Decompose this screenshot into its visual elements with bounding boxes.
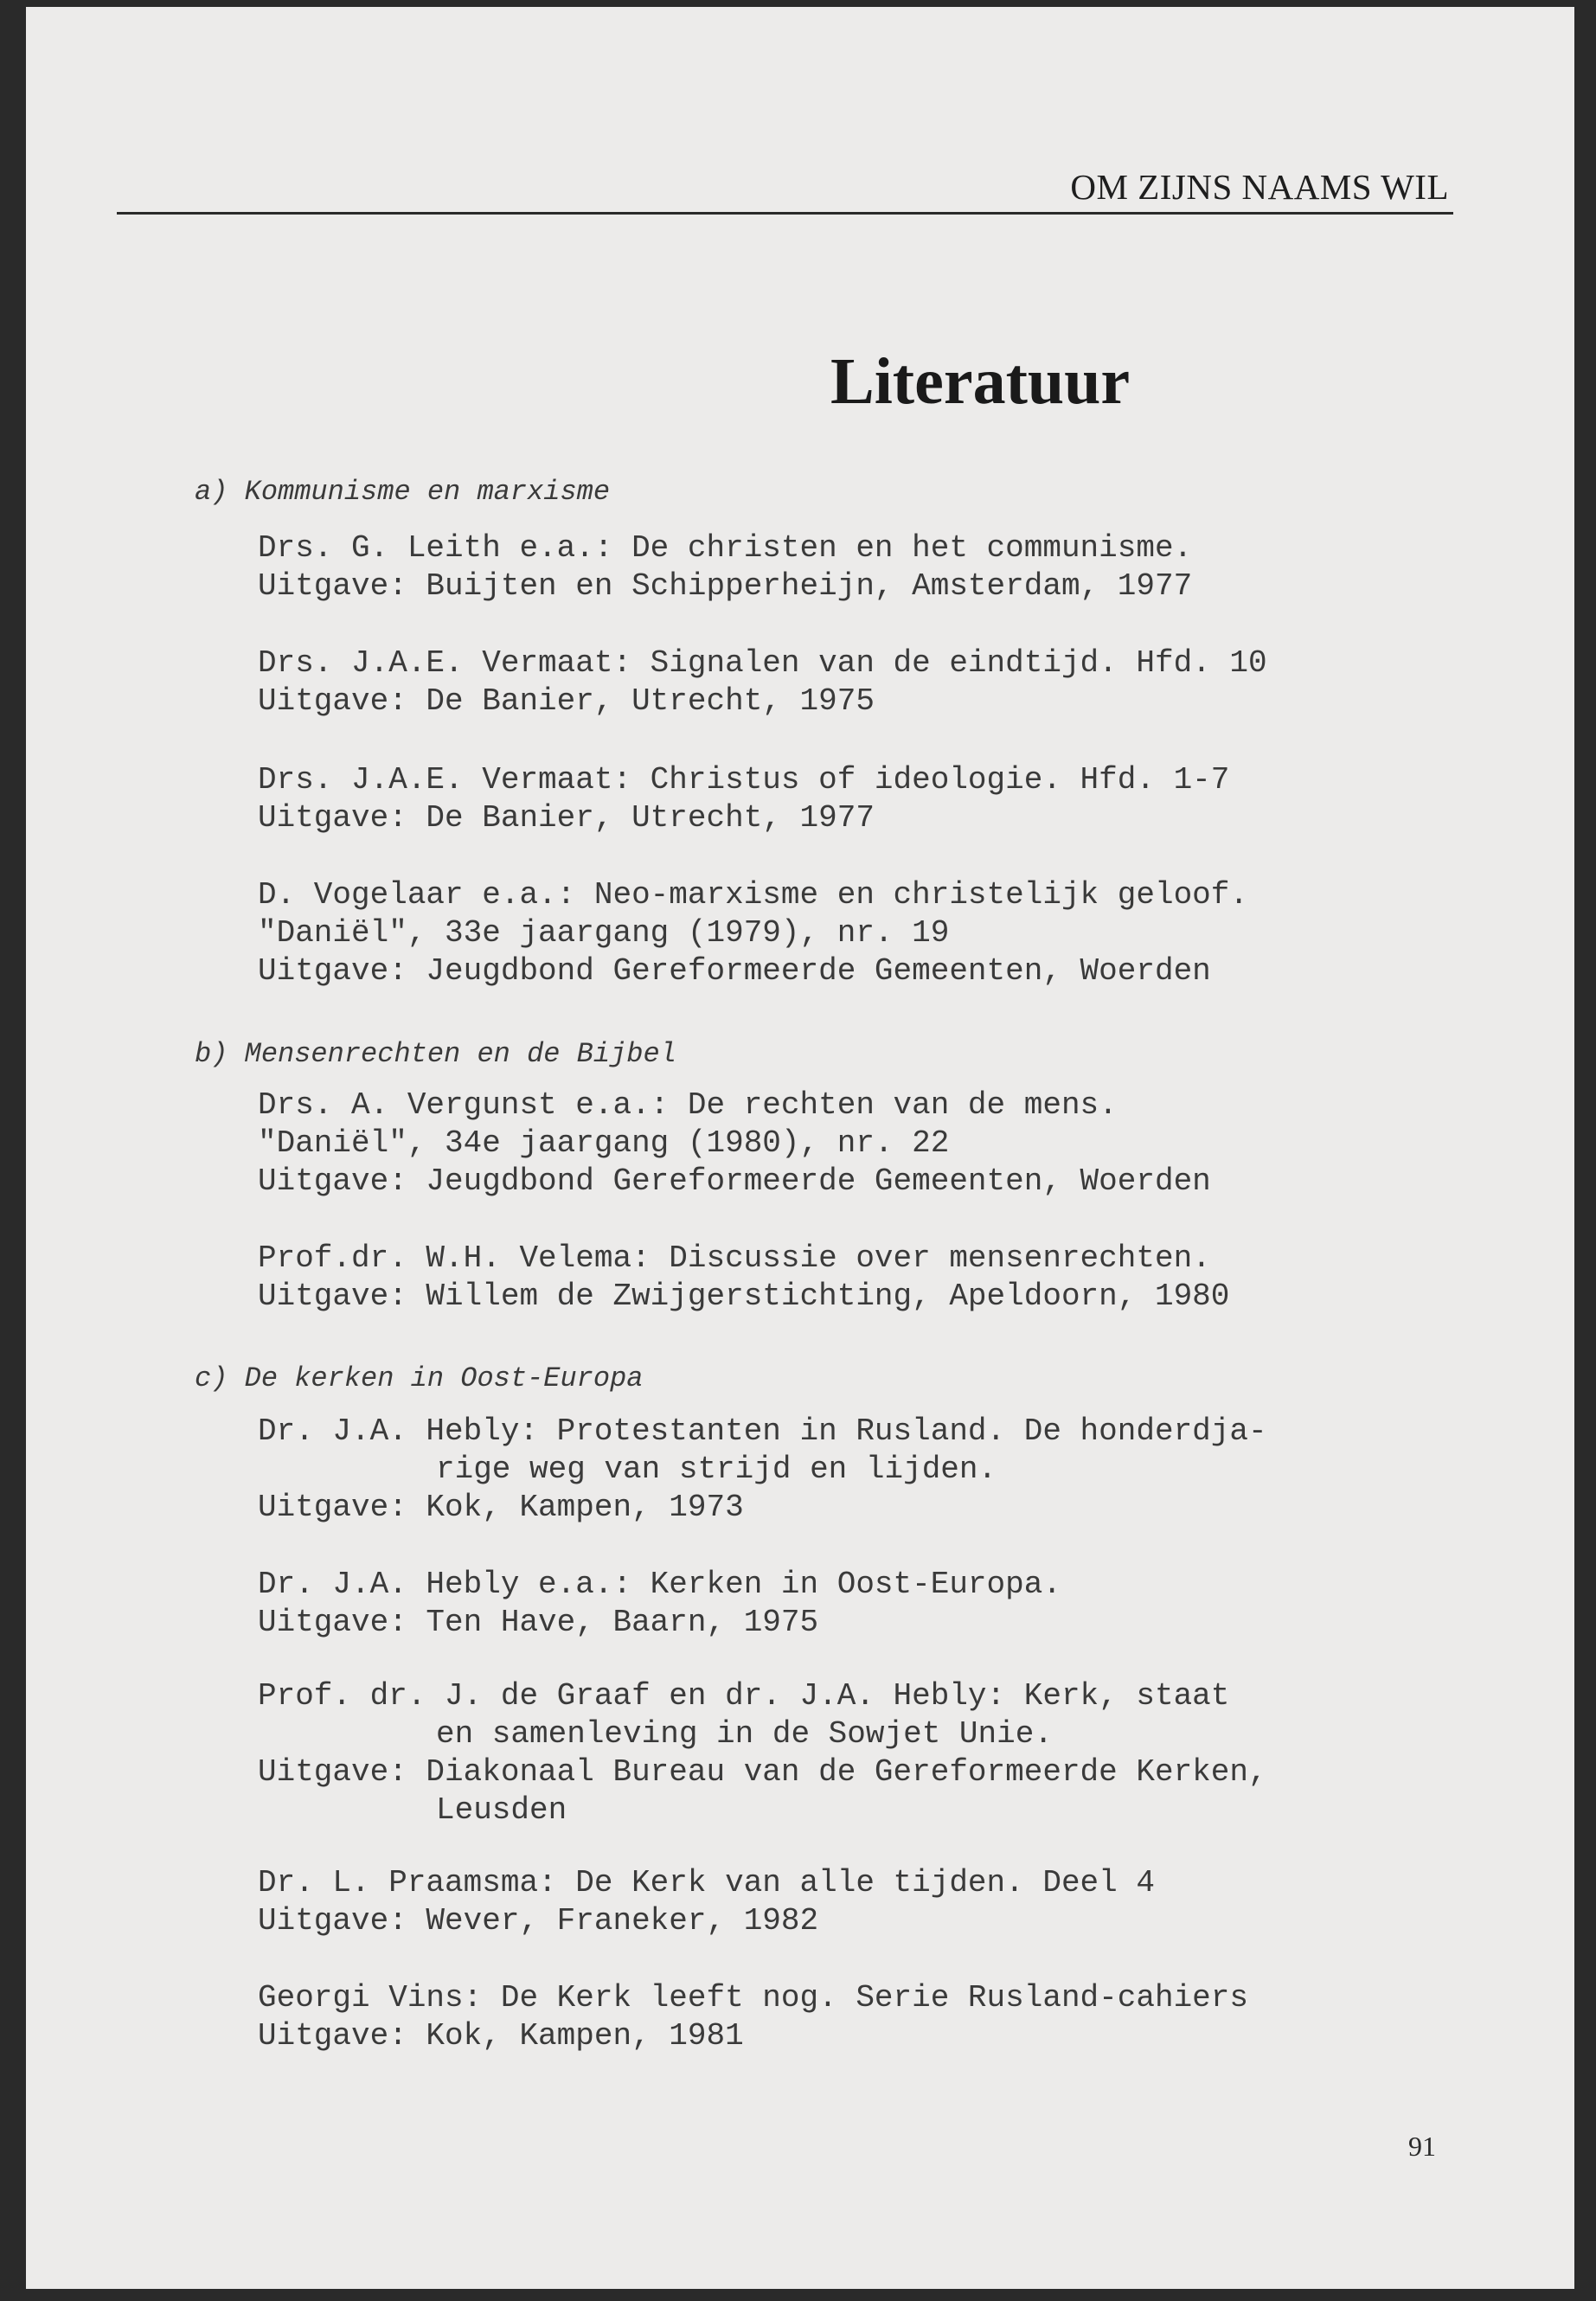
reference-line: Georgi Vins: De Kerk leeft nog. Serie Rusland-cahiers xyxy=(258,1980,1248,2016)
reference-entry xyxy=(258,644,1267,721)
reference-line: rige weg van strijd en lijden. xyxy=(436,1452,997,1487)
reference-line: Uitgave: Kok, Kampen, 1973 xyxy=(258,1490,744,1525)
reference-entry xyxy=(258,1413,1267,1527)
reference-line: Drs. A. Vergunst e.a.: De rechten van de mens. xyxy=(258,1087,1118,1123)
reference-line: Uitgave: Jeugdbond Gereformeerde Gemeenten, Woerden xyxy=(258,1163,1211,1199)
reference-entry xyxy=(258,876,1248,990)
reference-line: Drs. J.A.E. Vermaat: Signalen van de eindtijd. Hfd. 10 xyxy=(258,645,1267,681)
reference-line: Uitgave: Willem de Zwijgerstichting, Apeldoorn, 1980 xyxy=(258,1279,1230,1314)
page-number: 91 xyxy=(1408,2131,1436,2162)
reference-line: Drs. J.A.E. Vermaat: Christus of ideologie. Hfd. 1-7 xyxy=(258,762,1230,798)
reference-line: Dr. L. Praamsma: De Kerk van alle tijden. Deel 4 xyxy=(258,1865,1155,1900)
reference-line: Uitgave: Kok, Kampen, 1981 xyxy=(258,2018,744,2054)
reference-entry xyxy=(258,1566,1061,1642)
reference-line: Prof. dr. J. de Graaf en dr. J.A. Hebly: Kerk, staat xyxy=(258,1678,1230,1714)
reference-line: Leusden xyxy=(436,1792,567,1828)
reference-entry xyxy=(258,761,1229,837)
reference-entry xyxy=(258,1086,1211,1201)
reference-entry xyxy=(258,529,1192,606)
reference-line: Uitgave: Ten Have, Baarn, 1975 xyxy=(258,1605,819,1640)
reference-entry xyxy=(258,1240,1229,1316)
section-label-b: b) Mensenrechten en de Bijbel xyxy=(195,1038,676,1070)
reference-entry xyxy=(258,1864,1155,1940)
reference-line: "Daniël", 34e jaargang (1980), nr. 22 xyxy=(258,1125,950,1161)
reference-line: Dr. J.A. Hebly e.a.: Kerken in Oost-Europa. xyxy=(258,1567,1061,1602)
reference-line: en samenleving in de Sowjet Unie. xyxy=(436,1716,1053,1752)
reference-line: D. Vogelaar e.a.: Neo-marxisme en christelijk geloof. xyxy=(258,877,1248,913)
reference-line: Prof.dr. W.H. Velema: Discussie over mensenrechten. xyxy=(258,1240,1211,1276)
running-head: OM ZIJNS NAAMS WIL xyxy=(1070,167,1449,207)
page-title: Literatuur xyxy=(830,345,1131,418)
section-label-c: c) De kerken in Oost-Europa xyxy=(195,1362,644,1394)
reference-line: Uitgave: Diakonaal Bureau van de Gereformeerde Kerken, xyxy=(258,1754,1267,1790)
reference-line: Uitgave: Buijten en Schipperheijn, Amsterdam, 1977 xyxy=(258,568,1193,604)
reference-line: Dr. J.A. Hebly: Protestanten in Rusland. De honderdja- xyxy=(258,1413,1267,1449)
header-rule xyxy=(117,212,1453,215)
reference-line: Uitgave: Wever, Franeker, 1982 xyxy=(258,1903,819,1939)
reference-line: Uitgave: De Banier, Utrecht, 1975 xyxy=(258,683,875,719)
reference-line: Uitgave: Jeugdbond Gereformeerde Gemeenten, Woerden xyxy=(258,953,1211,989)
book-page xyxy=(26,7,1574,2289)
reference-line: "Daniël", 33e jaargang (1979), nr. 19 xyxy=(258,915,950,951)
reference-line: Uitgave: De Banier, Utrecht, 1977 xyxy=(258,800,875,836)
reference-entry xyxy=(258,1979,1248,2055)
reference-line: Drs. G. Leith e.a.: De christen en het communisme. xyxy=(258,530,1193,566)
reference-entry xyxy=(258,1677,1267,1830)
section-label-a: a) Kommunisme en marxisme xyxy=(195,476,611,508)
